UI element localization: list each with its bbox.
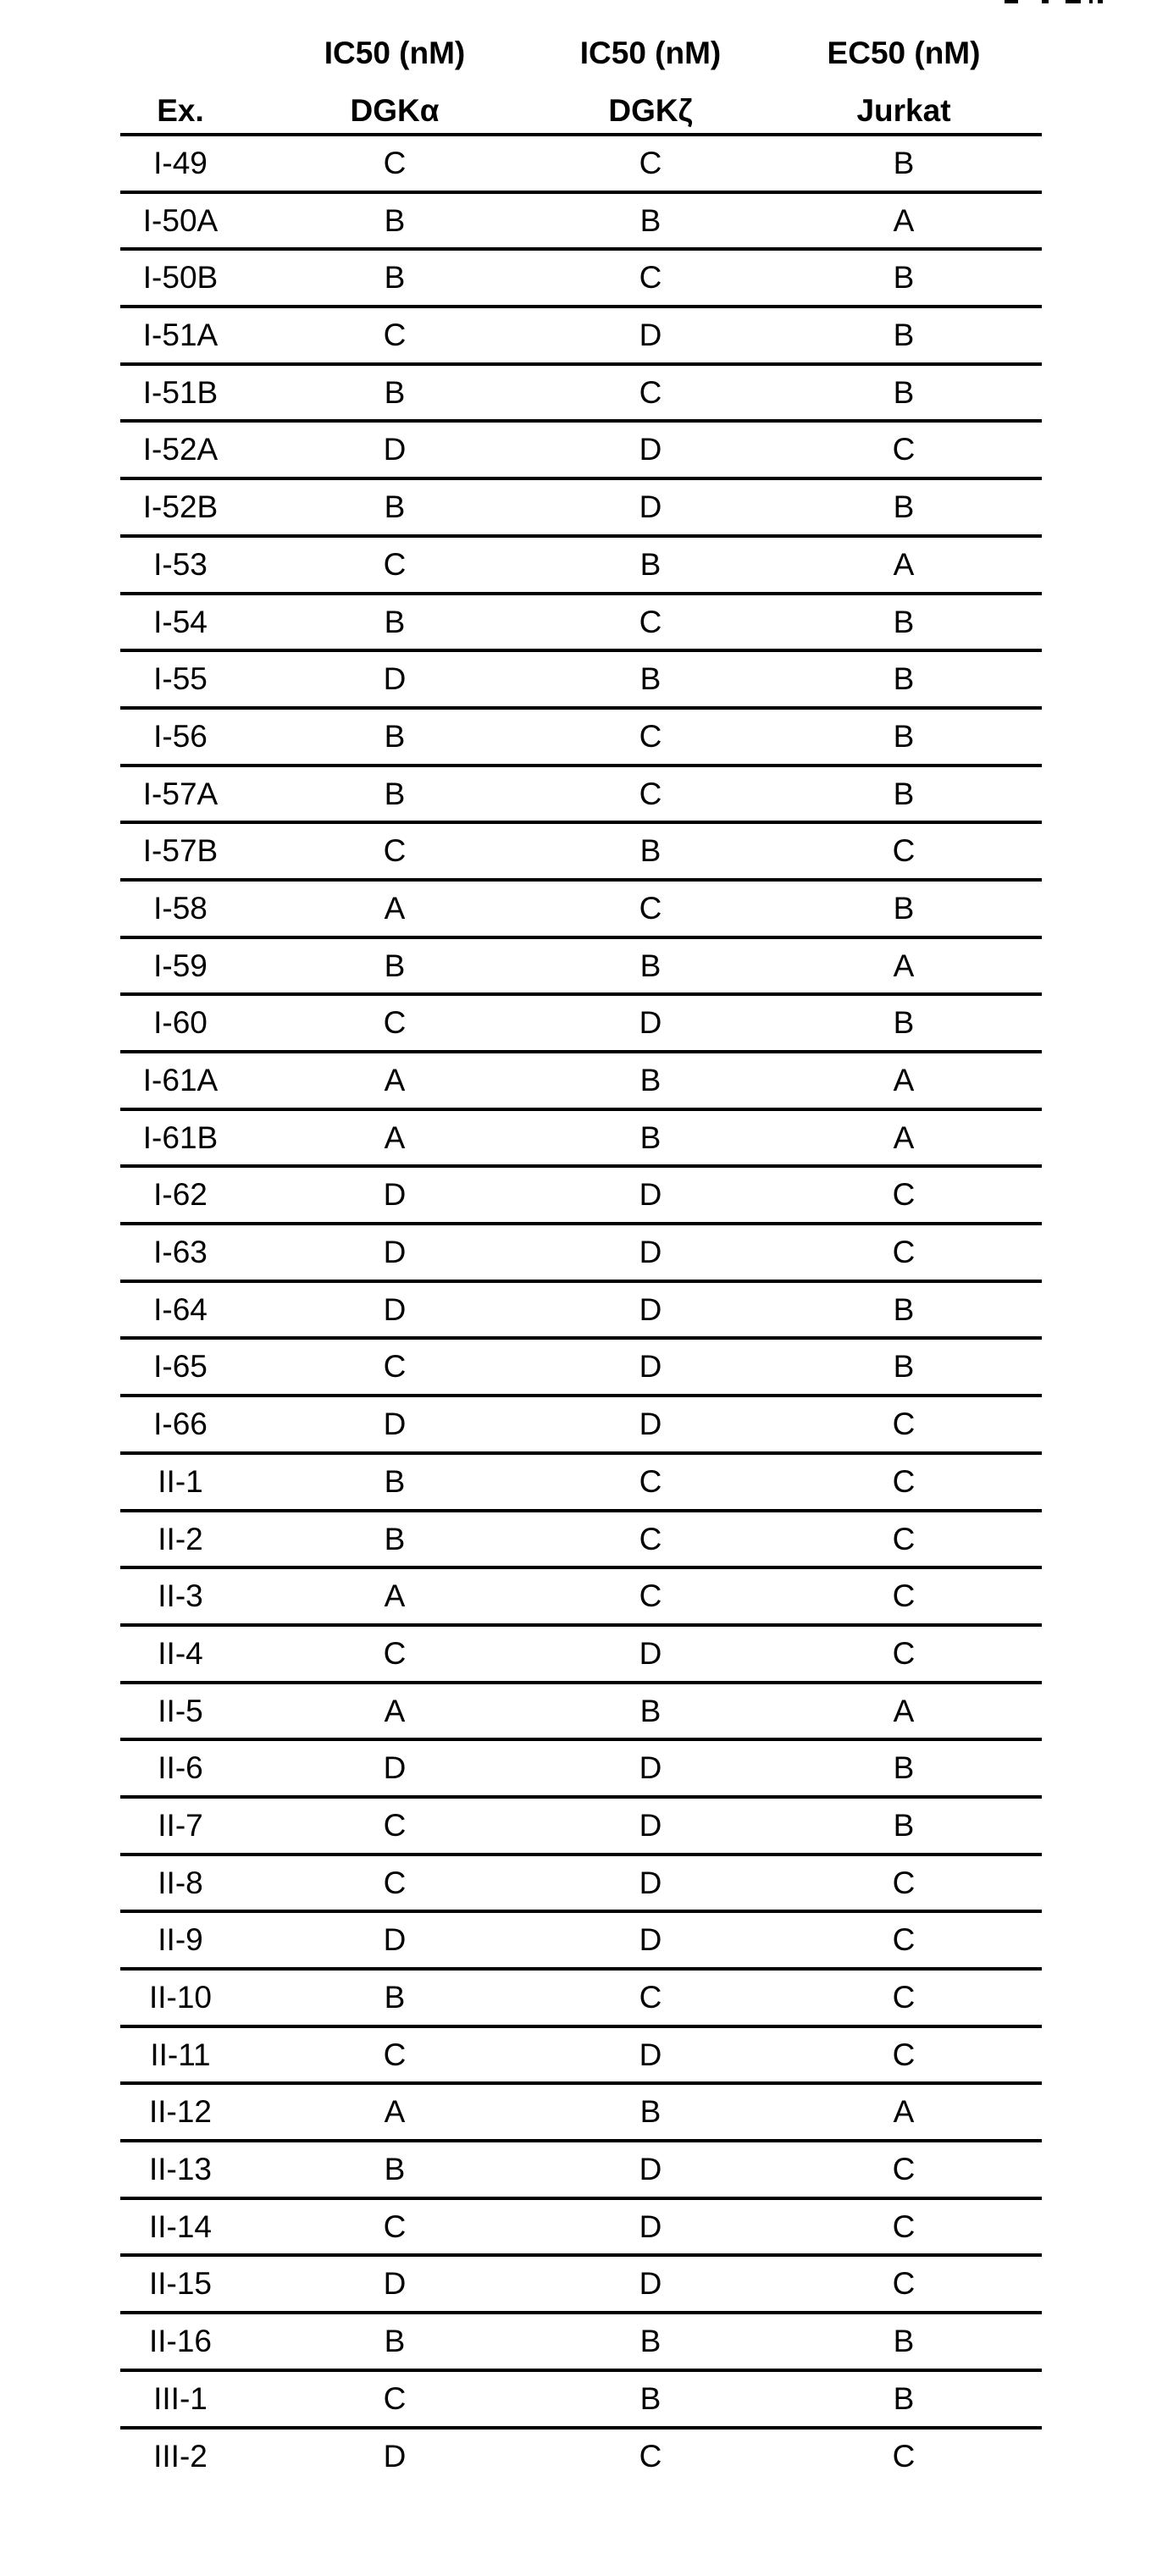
- example-id-cell: I-66: [79, 1397, 282, 1451]
- jurkat-ec50-cell: B: [802, 882, 1005, 936]
- dgkz-ic50-cell: B: [549, 939, 752, 993]
- table-row: [120, 882, 1042, 939]
- dgka-ic50-cell: D: [293, 1913, 496, 1967]
- dgka-ic50-cell: C: [293, 308, 496, 362]
- jurkat-ec50-cell: C: [802, 2430, 1005, 2484]
- jurkat-ec50-cell: C: [802, 1971, 1005, 2025]
- dgka-ic50-cell: D: [293, 1741, 496, 1795]
- example-id-cell: II-12: [79, 2085, 282, 2139]
- example-id-cell: I-61A: [79, 1053, 282, 1108]
- table-row: [120, 996, 1042, 1053]
- jurkat-ec50-cell: C: [802, 2028, 1005, 2082]
- dgkz-ic50-cell: D: [549, 2028, 752, 2082]
- dgka-ic50-cell: C: [293, 2028, 496, 2082]
- dgkz-ic50-cell: D: [549, 480, 752, 534]
- table-row: [120, 2372, 1042, 2430]
- dgkz-ic50-cell: D: [549, 1168, 752, 1222]
- example-id-cell: I-61B: [79, 1111, 282, 1165]
- dgka-ic50-cell: D: [293, 652, 496, 706]
- dgka-ic50-cell: C: [293, 1856, 496, 1910]
- example-id-cell: I-54: [79, 595, 282, 650]
- table-header: [120, 0, 1042, 136]
- jurkat-ec50-cell: C: [802, 423, 1005, 477]
- dgka-ic50-cell: B: [293, 767, 496, 821]
- dgkz-ic50-cell: D: [549, 996, 752, 1050]
- jurkat-ec50-cell: C: [802, 2200, 1005, 2254]
- example-id-cell: I-65: [79, 1340, 282, 1394]
- dgka-ic50-cell: B: [293, 710, 496, 764]
- example-id-cell: I-56: [79, 710, 282, 764]
- example-id-cell: I-60: [79, 996, 282, 1050]
- table-row: [120, 251, 1042, 308]
- dgkz-ic50-cell: D: [549, 308, 752, 362]
- dgkz-ic50-cell: C: [549, 767, 752, 821]
- example-id-cell: I-63: [79, 1225, 282, 1280]
- dgka-ic50-cell: B: [293, 194, 496, 248]
- jurkat-ec50-cell: C: [802, 1225, 1005, 1280]
- dgka-ic50-cell: C: [293, 1799, 496, 1853]
- dgkz-ic50-cell: C: [549, 1971, 752, 2025]
- example-id-cell: III-2: [79, 2430, 282, 2484]
- header-dgka-unit: IC50 (nM): [276, 37, 513, 69]
- dgka-ic50-cell: A: [293, 882, 496, 936]
- jurkat-ec50-cell: C: [802, 2142, 1005, 2197]
- cropped-page-header-fragment: [1042, 0, 1049, 3]
- example-id-cell: I-57B: [79, 824, 282, 878]
- cropped-page-header-fragment: [1066, 0, 1081, 3]
- table-row: [120, 1225, 1042, 1283]
- table-row: [120, 1283, 1042, 1341]
- dgkz-ic50-cell: D: [549, 423, 752, 477]
- dgka-ic50-cell: B: [293, 595, 496, 650]
- dgka-ic50-cell: B: [293, 480, 496, 534]
- dgkz-ic50-cell: B: [549, 538, 752, 592]
- dgka-ic50-cell: D: [293, 2257, 496, 2311]
- dgka-ic50-cell: D: [293, 423, 496, 477]
- dgkz-ic50-cell: B: [549, 824, 752, 878]
- example-id-cell: II-9: [79, 1913, 282, 1967]
- dgkz-ic50-cell: B: [549, 2372, 752, 2426]
- example-id-cell: II-14: [79, 2200, 282, 2254]
- jurkat-ec50-cell: C: [802, 1569, 1005, 1623]
- dgka-ic50-cell: C: [293, 2372, 496, 2426]
- table-row: [120, 652, 1042, 710]
- table-row: [120, 824, 1042, 882]
- cropped-page-header-fragment: [1098, 0, 1103, 3]
- dgka-ic50-cell: C: [293, 824, 496, 878]
- example-id-cell: II-16: [79, 2314, 282, 2369]
- dgkz-ic50-cell: B: [549, 194, 752, 248]
- dgkz-ic50-cell: C: [549, 882, 752, 936]
- table-row: [120, 2142, 1042, 2200]
- jurkat-ec50-cell: B: [802, 136, 1005, 191]
- table-row: [120, 767, 1042, 825]
- dgka-ic50-cell: A: [293, 1053, 496, 1108]
- jurkat-ec50-cell: C: [802, 2257, 1005, 2311]
- jurkat-ec50-cell: B: [802, 1283, 1005, 1337]
- dgkz-ic50-cell: D: [549, 1741, 752, 1795]
- dgkz-ic50-cell: D: [549, 1913, 752, 1967]
- dgka-ic50-cell: D: [293, 2430, 496, 2484]
- dgka-ic50-cell: D: [293, 1168, 496, 1222]
- jurkat-ec50-cell: A: [802, 2085, 1005, 2139]
- jurkat-ec50-cell: C: [802, 1455, 1005, 1509]
- dgka-ic50-cell: B: [293, 1455, 496, 1509]
- example-id-cell: II-10: [79, 1971, 282, 2025]
- dgka-ic50-cell: C: [293, 136, 496, 191]
- example-id-cell: II-11: [79, 2028, 282, 2082]
- dgkz-ic50-cell: C: [549, 1569, 752, 1623]
- table-row: [120, 538, 1042, 595]
- dgka-ic50-cell: B: [293, 939, 496, 993]
- example-id-cell: I-55: [79, 652, 282, 706]
- jurkat-ec50-cell: B: [802, 996, 1005, 1050]
- dgkz-ic50-cell: C: [549, 251, 752, 305]
- dgkz-ic50-cell: D: [549, 2142, 752, 2197]
- jurkat-ec50-cell: B: [802, 595, 1005, 650]
- cropped-page-header-fragment: [1089, 0, 1093, 3]
- example-id-cell: II-3: [79, 1569, 282, 1623]
- jurkat-ec50-cell: A: [802, 1053, 1005, 1108]
- example-id-cell: I-50A: [79, 194, 282, 248]
- jurkat-ec50-cell: B: [802, 767, 1005, 821]
- example-id-cell: I-50B: [79, 251, 282, 305]
- jurkat-ec50-cell: C: [802, 1512, 1005, 1567]
- jurkat-ec50-cell: A: [802, 1684, 1005, 1739]
- dgka-ic50-cell: A: [293, 1569, 496, 1623]
- jurkat-ec50-cell: B: [802, 2372, 1005, 2426]
- jurkat-ec50-cell: B: [802, 1799, 1005, 1853]
- dgka-ic50-cell: D: [293, 1397, 496, 1451]
- table-row: [120, 1397, 1042, 1455]
- example-id-cell: I-53: [79, 538, 282, 592]
- dgkz-ic50-cell: B: [549, 1111, 752, 1165]
- dgkz-ic50-cell: C: [549, 1455, 752, 1509]
- dgkz-ic50-cell: D: [549, 1856, 752, 1910]
- dgka-ic50-cell: A: [293, 2085, 496, 2139]
- dgkz-ic50-cell: B: [549, 1684, 752, 1739]
- dgka-ic50-cell: C: [293, 996, 496, 1050]
- example-id-cell: I-62: [79, 1168, 282, 1222]
- activity-data-table: [120, 0, 1042, 2486]
- dgkz-ic50-cell: D: [549, 1799, 752, 1853]
- jurkat-ec50-cell: A: [802, 1111, 1005, 1165]
- table-row: [120, 1455, 1042, 1512]
- dgkz-ic50-cell: B: [549, 652, 752, 706]
- example-id-cell: II-15: [79, 2257, 282, 2311]
- table-row: [120, 710, 1042, 767]
- header-dgka: DGKα: [276, 95, 513, 126]
- table-row: [120, 366, 1042, 423]
- example-id-cell: II-6: [79, 1741, 282, 1795]
- table-row: [120, 1627, 1042, 1684]
- header-dgkz-unit: IC50 (nM): [532, 37, 769, 69]
- example-id-cell: III-1: [79, 2372, 282, 2426]
- table-row: [120, 1340, 1042, 1397]
- jurkat-ec50-cell: A: [802, 939, 1005, 993]
- jurkat-ec50-cell: A: [802, 538, 1005, 592]
- jurkat-ec50-cell: B: [802, 2314, 1005, 2369]
- dgkz-ic50-cell: C: [549, 1512, 752, 1567]
- table-row: [120, 136, 1042, 194]
- dgka-ic50-cell: B: [293, 251, 496, 305]
- example-id-cell: I-64: [79, 1283, 282, 1337]
- header-ex: Ex.: [62, 95, 299, 126]
- table-row: [120, 1913, 1042, 1971]
- table-row: [120, 2200, 1042, 2258]
- dgka-ic50-cell: B: [293, 2142, 496, 2197]
- dgka-ic50-cell: A: [293, 1111, 496, 1165]
- dgka-ic50-cell: B: [293, 366, 496, 420]
- example-id-cell: II-13: [79, 2142, 282, 2197]
- jurkat-ec50-cell: B: [802, 480, 1005, 534]
- table-row: [120, 2085, 1042, 2142]
- jurkat-ec50-cell: B: [802, 652, 1005, 706]
- example-id-cell: I-49: [79, 136, 282, 191]
- example-id-cell: II-8: [79, 1856, 282, 1910]
- table-row: [120, 2314, 1042, 2372]
- table-row: [120, 1741, 1042, 1799]
- example-id-cell: I-51A: [79, 308, 282, 362]
- dgkz-ic50-cell: C: [549, 710, 752, 764]
- dgkz-ic50-cell: B: [549, 2314, 752, 2369]
- header-jurkat-unit: EC50 (nM): [785, 37, 1022, 69]
- table-row: [120, 1053, 1042, 1111]
- table-body: [120, 136, 1042, 2486]
- dgkz-ic50-cell: C: [549, 595, 752, 650]
- jurkat-ec50-cell: B: [802, 710, 1005, 764]
- table-row: [120, 1799, 1042, 1856]
- dgkz-ic50-cell: D: [549, 2200, 752, 2254]
- table-row: [120, 2430, 1042, 2487]
- jurkat-ec50-cell: C: [802, 1913, 1005, 1967]
- dgka-ic50-cell: B: [293, 1971, 496, 2025]
- header-jurkat: Jurkat: [785, 95, 1022, 126]
- jurkat-ec50-cell: C: [802, 1397, 1005, 1451]
- jurkat-ec50-cell: B: [802, 308, 1005, 362]
- jurkat-ec50-cell: B: [802, 366, 1005, 420]
- header-dgkz: DGKζ: [532, 95, 769, 126]
- dgka-ic50-cell: A: [293, 1684, 496, 1739]
- dgka-ic50-cell: B: [293, 2314, 496, 2369]
- dgkz-ic50-cell: D: [549, 1225, 752, 1280]
- dgka-ic50-cell: C: [293, 2200, 496, 2254]
- dgka-ic50-cell: B: [293, 1512, 496, 1567]
- jurkat-ec50-cell: B: [802, 1741, 1005, 1795]
- dgkz-ic50-cell: D: [549, 2257, 752, 2311]
- dgkz-ic50-cell: C: [549, 366, 752, 420]
- table-row: [120, 2028, 1042, 2086]
- example-id-cell: I-57A: [79, 767, 282, 821]
- table-row: [120, 595, 1042, 653]
- example-id-cell: II-2: [79, 1512, 282, 1567]
- dgkz-ic50-cell: D: [549, 1627, 752, 1681]
- dgkz-ic50-cell: D: [549, 1397, 752, 1451]
- dgka-ic50-cell: C: [293, 1340, 496, 1394]
- table-row: [120, 1569, 1042, 1627]
- dgkz-ic50-cell: C: [549, 136, 752, 191]
- example-id-cell: II-5: [79, 1684, 282, 1739]
- dgkz-ic50-cell: D: [549, 1283, 752, 1337]
- dgkz-ic50-cell: B: [549, 1053, 752, 1108]
- dgkz-ic50-cell: C: [549, 2430, 752, 2484]
- jurkat-ec50-cell: C: [802, 1856, 1005, 1910]
- jurkat-ec50-cell: A: [802, 194, 1005, 248]
- example-id-cell: I-52B: [79, 480, 282, 534]
- table-row: [120, 194, 1042, 252]
- table-row: [120, 1168, 1042, 1225]
- table-row: [120, 1856, 1042, 1914]
- example-id-cell: I-52A: [79, 423, 282, 477]
- jurkat-ec50-cell: C: [802, 1627, 1005, 1681]
- example-id-cell: II-4: [79, 1627, 282, 1681]
- jurkat-ec50-cell: C: [802, 1168, 1005, 1222]
- table-row: [120, 939, 1042, 997]
- table-row: [120, 1684, 1042, 1742]
- example-id-cell: I-59: [79, 939, 282, 993]
- dgkz-ic50-cell: B: [549, 2085, 752, 2139]
- jurkat-ec50-cell: B: [802, 251, 1005, 305]
- example-id-cell: II-7: [79, 1799, 282, 1853]
- dgkz-ic50-cell: D: [549, 1340, 752, 1394]
- jurkat-ec50-cell: C: [802, 824, 1005, 878]
- table-row: [120, 308, 1042, 366]
- table-row: [120, 1971, 1042, 2028]
- example-id-cell: I-58: [79, 882, 282, 936]
- dgka-ic50-cell: D: [293, 1225, 496, 1280]
- table-row: [120, 1111, 1042, 1169]
- dgka-ic50-cell: C: [293, 538, 496, 592]
- example-id-cell: II-1: [79, 1455, 282, 1509]
- table-row: [120, 480, 1042, 538]
- table-row: [120, 2257, 1042, 2314]
- jurkat-ec50-cell: B: [802, 1340, 1005, 1394]
- table-row: [120, 1512, 1042, 1570]
- table-row: [120, 423, 1042, 480]
- dgka-ic50-cell: C: [293, 1627, 496, 1681]
- example-id-cell: I-51B: [79, 366, 282, 420]
- dgka-ic50-cell: D: [293, 1283, 496, 1337]
